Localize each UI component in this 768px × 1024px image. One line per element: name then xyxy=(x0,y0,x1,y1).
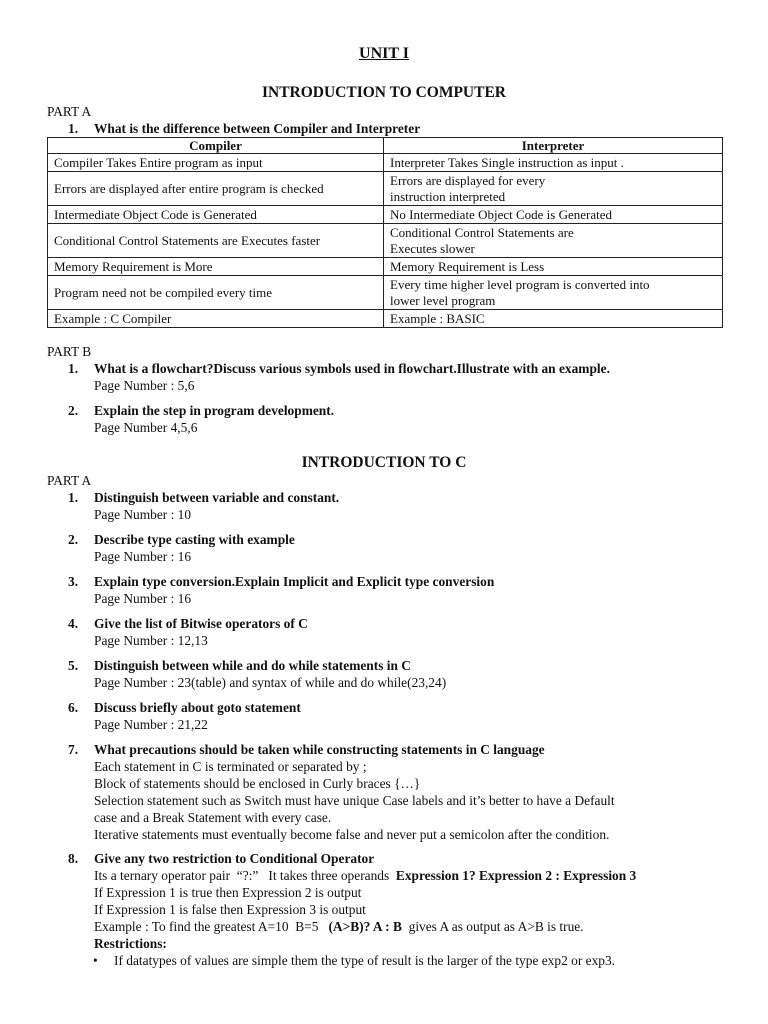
table-row xyxy=(48,172,723,206)
question-1-compiler xyxy=(68,120,758,137)
bullet-item xyxy=(93,952,758,969)
table-cell: Interpreter Takes Single instruction as input . xyxy=(384,154,723,172)
table-row xyxy=(48,206,723,224)
question-number: 8. xyxy=(68,851,79,866)
answer-text: Its a ternary operator pair “?:” It takes three operands xyxy=(94,868,396,883)
question-title: Discuss briefly about goto statement xyxy=(94,700,301,715)
page-reference: Page Number : 21,22 xyxy=(94,717,208,732)
answer-line: Block of statements should be enclosed in Curly braces {…} xyxy=(94,776,421,791)
table-row xyxy=(48,154,723,172)
table-row xyxy=(48,224,723,258)
part-a-label: PART A xyxy=(47,104,92,119)
table-cell: Memory Requirement is Less xyxy=(384,258,723,276)
question-title: Describe type casting with example xyxy=(94,532,295,547)
table-cell: Example : BASIC xyxy=(384,310,723,328)
answer-line: Selection statement such as Switch must have unique Case labels and it’s better to have a Default xyxy=(94,793,615,808)
answer-line: If Expression 1 is false then Expression 3 is output xyxy=(94,902,366,917)
question-number: 5. xyxy=(68,658,79,673)
table-cell: Intermediate Object Code is Generated xyxy=(48,206,384,224)
compiler-interpreter-table xyxy=(47,137,723,328)
table-cell: Compiler Takes Entire program as input xyxy=(48,154,384,172)
answer-line: Each statement in C is terminated or separated by ; xyxy=(94,759,367,774)
question-number: 1. xyxy=(68,121,79,136)
c-question xyxy=(68,489,758,523)
question-number: 6. xyxy=(68,700,79,715)
question-title: Explain type conversion.Explain Implicit and Explicit type conversion xyxy=(94,574,495,589)
unit-title: UNIT I xyxy=(359,45,409,62)
question-title: What precautions should be taken while constructing statements in C language xyxy=(94,742,545,757)
page-reference: Page Number : 23(table) and syntax of while and do while(23,24) xyxy=(94,675,447,690)
page-reference: Page Number : 10 xyxy=(94,507,192,522)
restrictions-label: Restrictions: xyxy=(94,936,167,951)
table-cell: Conditional Control Statements are Executes faster xyxy=(48,224,384,258)
table-cell: Errors are displayed after entire program is checked xyxy=(48,172,384,206)
question-title: Give any two restriction to Conditional Operator xyxy=(94,851,375,866)
question-title: Give the list of Bitwise operators of C xyxy=(94,616,308,631)
question-title: What is the difference between Compiler and Interpreter xyxy=(94,121,421,136)
question-number: 1. xyxy=(68,490,79,505)
answer-line: Iterative statements must eventually become false and never put a semicolon after the condition. xyxy=(94,827,610,842)
question-title: Distinguish between variable and constant. xyxy=(94,490,340,505)
part-a-label-c: PART A xyxy=(47,473,92,488)
question-number: 2. xyxy=(68,403,79,418)
page-reference: Page Number : 16 xyxy=(94,549,192,564)
answer-text: Example : To find the greatest A=10 B=5 xyxy=(94,919,329,934)
table-cell: No Intermediate Object Code is Generated xyxy=(384,206,723,224)
table-cell: Errors are displayed for every instruction interpreted xyxy=(384,172,723,206)
c-question xyxy=(68,573,758,607)
section-title-computer: INTRODUCTION TO COMPUTER xyxy=(261,84,506,101)
answer-line xyxy=(94,918,758,935)
c-question-precautions xyxy=(68,741,758,843)
answer-text: gives A as output as A>B is true. xyxy=(401,919,584,934)
table-header-interpreter: Interpreter xyxy=(384,138,723,154)
answer-line: case and a Break Statement with every case. xyxy=(94,810,332,825)
table-cell: Memory Requirement is More xyxy=(48,258,384,276)
c-question xyxy=(68,531,758,565)
page-reference: Page Number : 5,6 xyxy=(94,378,195,393)
table-cell: Example : C Compiler xyxy=(48,310,384,328)
section-title-c: INTRODUCTION TO C xyxy=(301,454,467,471)
table-cell: Conditional Control Statements are Executes slower xyxy=(384,224,723,258)
question-number: 1. xyxy=(68,361,79,376)
question-title: Distinguish between while and do while statements in C xyxy=(94,658,411,673)
c-question xyxy=(68,657,758,691)
part-b-label: PART B xyxy=(47,344,92,359)
question-title: What is a flowchart?Discuss various symbols used in flowchart.Illustrate with an example. xyxy=(94,361,610,376)
c-question-conditional-operator xyxy=(68,850,758,969)
answer-emphasis: (A>B)? A : B xyxy=(328,919,402,934)
c-question xyxy=(68,615,758,649)
table-header-row xyxy=(48,138,723,154)
table-header-compiler: Compiler xyxy=(48,138,384,154)
page-reference: Page Number 4,5,6 xyxy=(94,420,198,435)
question-number: 7. xyxy=(68,742,79,757)
question-number: 2. xyxy=(68,532,79,547)
question-title: Explain the step in program development. xyxy=(94,403,335,418)
page-reference: Page Number : 16 xyxy=(94,591,192,606)
table-row xyxy=(48,276,723,310)
part-b-question xyxy=(68,360,758,394)
part-b-question xyxy=(68,402,758,436)
bullet-icon: • xyxy=(93,953,98,968)
table-cell: Program need not be compiled every time xyxy=(48,276,384,310)
question-number: 3. xyxy=(68,574,79,589)
answer-emphasis: Expression 1? Expression 2 : Expression 3 xyxy=(395,868,637,883)
question-number: 4. xyxy=(68,616,79,631)
bullet-text: If datatypes of values are simple them the type of result is the larger of the type exp2 or exp3. xyxy=(114,953,615,968)
table-row xyxy=(48,258,723,276)
table-row xyxy=(48,310,723,328)
page-reference: Page Number : 12,13 xyxy=(94,633,208,648)
c-question xyxy=(68,699,758,733)
answer-line: If Expression 1 is true then Expression 2 is output xyxy=(94,885,362,900)
table-cell: Every time higher level program is converted into lower level program xyxy=(384,276,723,310)
answer-line xyxy=(94,867,758,884)
